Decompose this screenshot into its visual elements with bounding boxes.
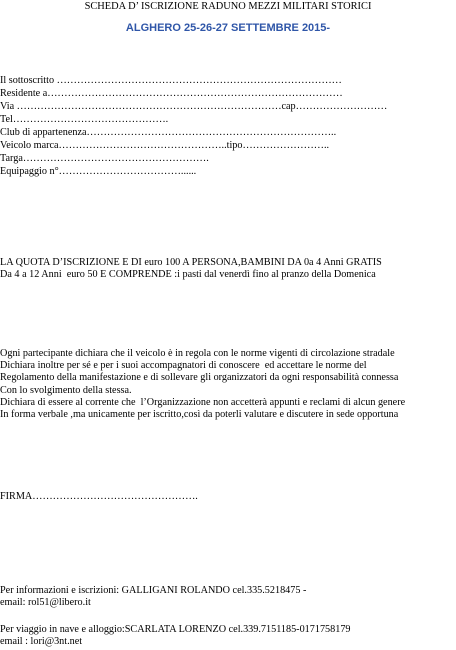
field-club[interactable]: Club di appartenenza……………………………………………………………….. (0, 127, 337, 138)
quota-line: LA QUOTA D’ISCRIZIONE E DI euro 100 A PERSONA,BAMBINI DA 0a 4 Anni GRATIS (0, 257, 382, 268)
travel-contact-line: Per viaggio in nave e alloggio:SCARLATA LORENZO cel.339.7151185-0171758179 (0, 624, 351, 635)
signature-field[interactable]: FIRMA…………………………………………. (0, 491, 198, 502)
event-subtitle: ALGHERO 25-26-27 SETTEMBRE 2015- (125, 22, 331, 34)
declaration-line: Con lo svolgimento della stessa. (0, 384, 132, 396)
declaration-line: Dichiara di essere al corrente che l’Organizzazione non accetterà appunti e reclami di alcun genere (0, 396, 406, 408)
info-email[interactable]: email: rol51@libero.it (0, 597, 91, 609)
form-title: SCHEDA D’ ISCRIZIONE RADUNO MEZZI MILITARI STORICI (84, 1, 372, 12)
field-residente[interactable]: Residente a…………………………………………………………………………… (0, 88, 343, 99)
registration-fields (0, 75, 387, 179)
travel-email[interactable]: email : lori@3nt.net (0, 636, 83, 648)
declaration-line: Ogni partecipante dichiara che il veicolo è in regola con le norme vigenti di circolazione stradale (0, 348, 395, 359)
declaration-line: Regolamento della manifestazione e di sollevare gli organizzatori da ogni responsabilità connessa (0, 372, 399, 384)
field-equipaggio[interactable]: Equipaggio n°………………………………...... (0, 166, 197, 177)
declaration-line: Dichiara inoltre per sé e per i suoi accompagnatori di conoscere ed accettare le norme del (0, 360, 367, 372)
travel-contact (0, 624, 351, 648)
info-contact (0, 585, 306, 609)
quota-line: Da 4 a 12 Anni euro 50 E COMPRENDE :i pasti dal venerdì fino al pranzo della Domenica (0, 269, 376, 281)
field-via-cap[interactable]: Via ……………………………………………………………………cap……………………… (0, 101, 388, 112)
quota-section (0, 257, 382, 281)
declaration-section (0, 348, 405, 421)
field-veicolo[interactable]: Veicolo marca…………………………………………..tipo…………………….. (0, 140, 330, 151)
field-targa[interactable]: Targa………………………………………………. (0, 153, 209, 164)
field-tel[interactable]: Tel………………………………………. (0, 114, 169, 125)
declaration-line: In forma verbale ,ma unicamente per iscritto,così da poterli valutare e discutere in sede opportuna (0, 408, 399, 420)
info-contact-line: Per informazioni e iscrizioni: GALLIGANI ROLANDO cel.335.5218475 - (0, 585, 307, 596)
field-sottoscritto[interactable]: Il sottoscritto ………………………………………………………………………… (0, 75, 342, 86)
